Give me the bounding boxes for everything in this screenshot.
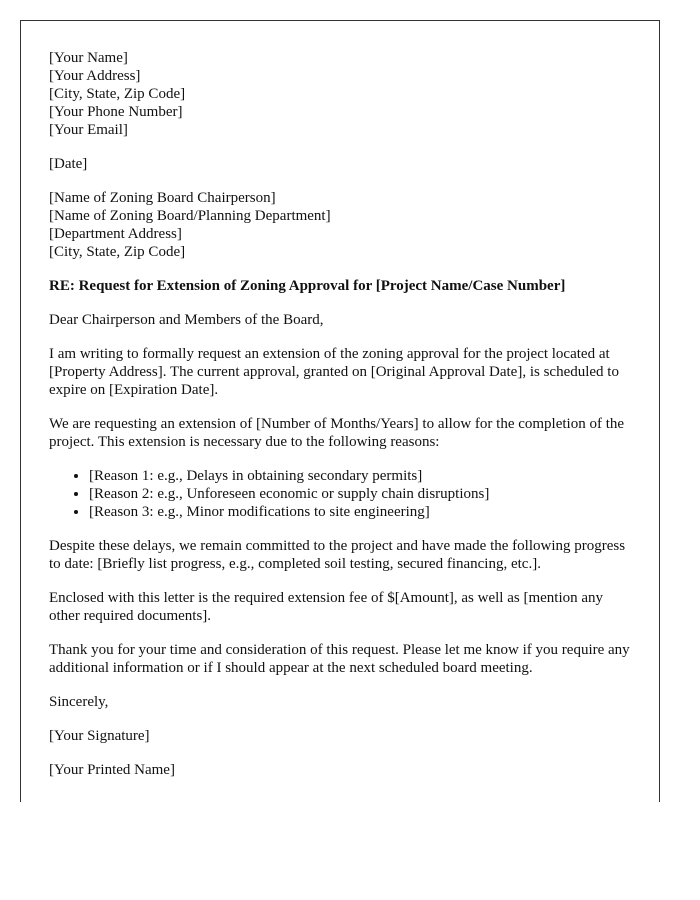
recipient-block xyxy=(49,189,631,261)
list-item: • [Reason 1: e.g., Delays in obtaining secondary permits] xyxy=(89,467,631,485)
printed-name: [Your Printed Name] xyxy=(49,762,175,778)
progress-paragraph: Despite these delays, we remain committed to the project and have made the following progress to date: [Briefly list progress, e.g., completed soil testing, secured financing, etc.]. xyxy=(49,538,626,572)
subject-line: RE: Request for Extension of Zoning Approval for [Project Name/Case Number] xyxy=(49,278,566,294)
recipient-city-state-zip: [City, State, Zip Code] xyxy=(49,244,186,260)
signoff-closing: Sincerely, xyxy=(49,694,109,710)
sender-email: [Your Email] xyxy=(49,122,128,138)
signature: [Your Signature] xyxy=(49,728,150,744)
sender-block xyxy=(49,49,631,139)
letter-page xyxy=(20,20,660,802)
intro-paragraph: I am writing to formally request an extension of the zoning approval for the project located at [Property Address]. The current approval, granted on [Original Approval Date], is scheduled to expire on [Expiration Date]. xyxy=(49,346,619,398)
sender-name: [Your Name] xyxy=(49,50,128,66)
sender-address: [Your Address] xyxy=(49,68,141,84)
salutation: Dear Chairperson and Members of the Board, xyxy=(49,312,324,328)
recipient-department: [Name of Zoning Board/Planning Department] xyxy=(49,208,331,224)
sender-city-state-zip: [City, State, Zip Code] xyxy=(49,86,186,102)
enclosure-paragraph: Enclosed with this letter is the required extension fee of $[Amount], as well as [mention any other required documents]. xyxy=(49,590,604,624)
letter-date: [Date] xyxy=(49,156,88,172)
recipient-address: [Department Address] xyxy=(49,226,182,242)
sender-phone: [Your Phone Number] xyxy=(49,104,183,120)
list-item: • [Reason 2: e.g., Unforeseen economic or supply chain disruptions] xyxy=(89,485,631,503)
closing-paragraph: Thank you for your time and consideration of this request. Please let me know if you require any additional information or if I should appear at the next scheduled board meeting. xyxy=(49,642,630,676)
recipient-chairperson: [Name of Zoning Board Chairperson] xyxy=(49,190,276,206)
request-paragraph: We are requesting an extension of [Number of Months/Years] to allow for the completion of the project. This extension is necessary due to the following reasons: xyxy=(49,416,625,450)
reasons-list xyxy=(49,467,631,521)
list-item: • [Reason 3: e.g., Minor modifications to site engineering] xyxy=(89,503,631,521)
